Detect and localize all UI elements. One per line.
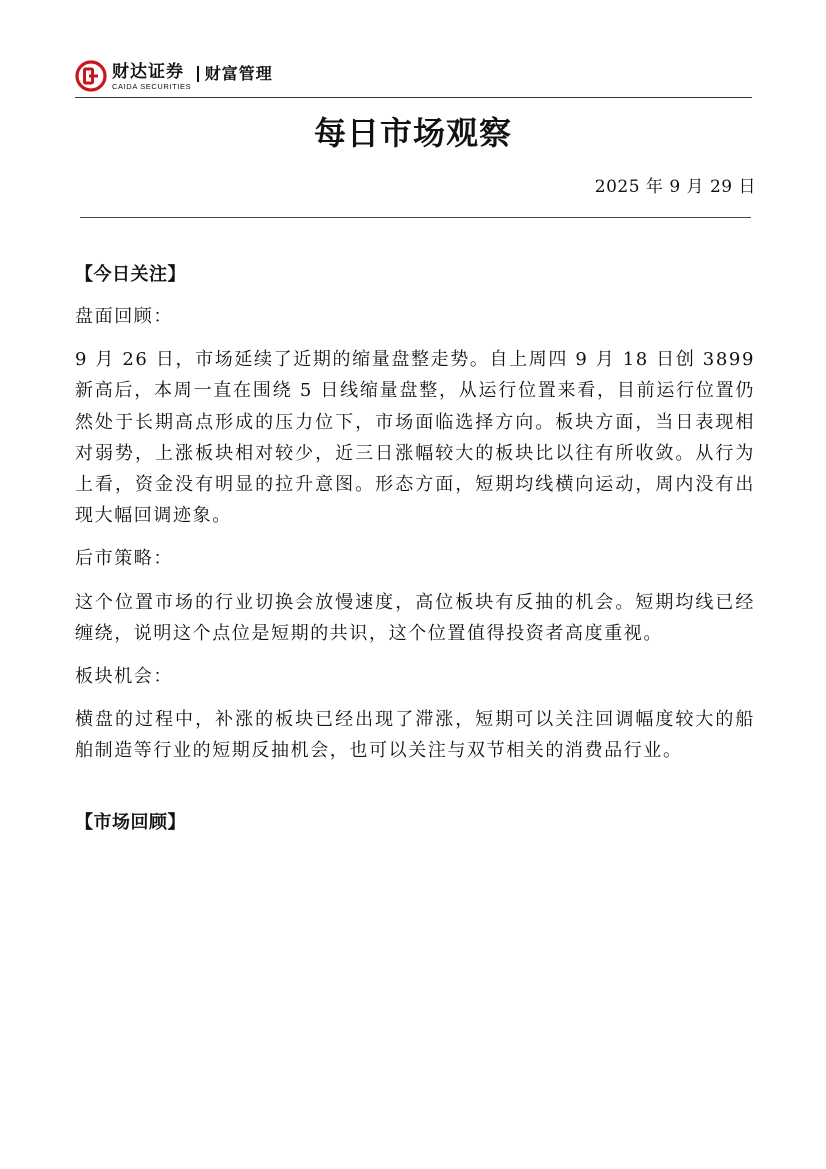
report-body [75, 259, 755, 838]
brand-name: 财达证券 [112, 61, 184, 82]
report-date: 2025 年 9 月 29 日 [594, 177, 756, 197]
header-rule [75, 97, 752, 98]
label-sector-opportunity: 板块机会： [75, 666, 173, 688]
caida-logo-icon [75, 60, 107, 92]
paragraph-market-review: 9 月 26 日，市场延续了近期的缩量盘整走势。自上周四 9 月 18 日创 3899 新高后，本周一直在围绕 5 日线缩量盘整，从运行位置来看，目前运行位置仍然处于长期高点形成的压力位下，市场面临选择方向。板块方面，当日表现相对弱势，上涨板块相对较少，近三日涨幅较大的板块比以往有所收敛。从行为上看，资金没有明显的拉升意图。形态方面，短期均线横向运动，周内没有出现大幅回调迹象。 [75, 349, 755, 527]
brand-subtitle: 财富管理 [204, 64, 273, 83]
title-rule [80, 217, 751, 218]
paragraph-sector-opportunity: 横盘的过程中，补涨的板块已经出现了滞涨，短期可以关注回调幅度较大的船舶制造等行业的短期反抽机会，也可以关注与双节相关的消费品行业。 [75, 709, 755, 762]
page-title: 每日市场观察 [313, 114, 512, 152]
label-strategy: 后市策略： [75, 548, 173, 570]
section-heading-market-review: 【市场回顾】 [75, 811, 186, 833]
report-header [75, 58, 273, 94]
label-market-review: 盘面回顾： [75, 306, 173, 327]
paragraph-strategy: 这个位置市场的行业切换会放慢速度，高位板块有反抽的机会。短期均线已经缠绕，说明这个点位是短期的共识，这个位置值得投资者高度重视。 [75, 591, 755, 644]
brand-block [112, 62, 191, 91]
section-heading-today-focus: 【今日关注】 [75, 264, 186, 285]
brand-english-name: CAIDA SECURITIES [112, 81, 192, 91]
brand-divider [197, 66, 199, 82]
